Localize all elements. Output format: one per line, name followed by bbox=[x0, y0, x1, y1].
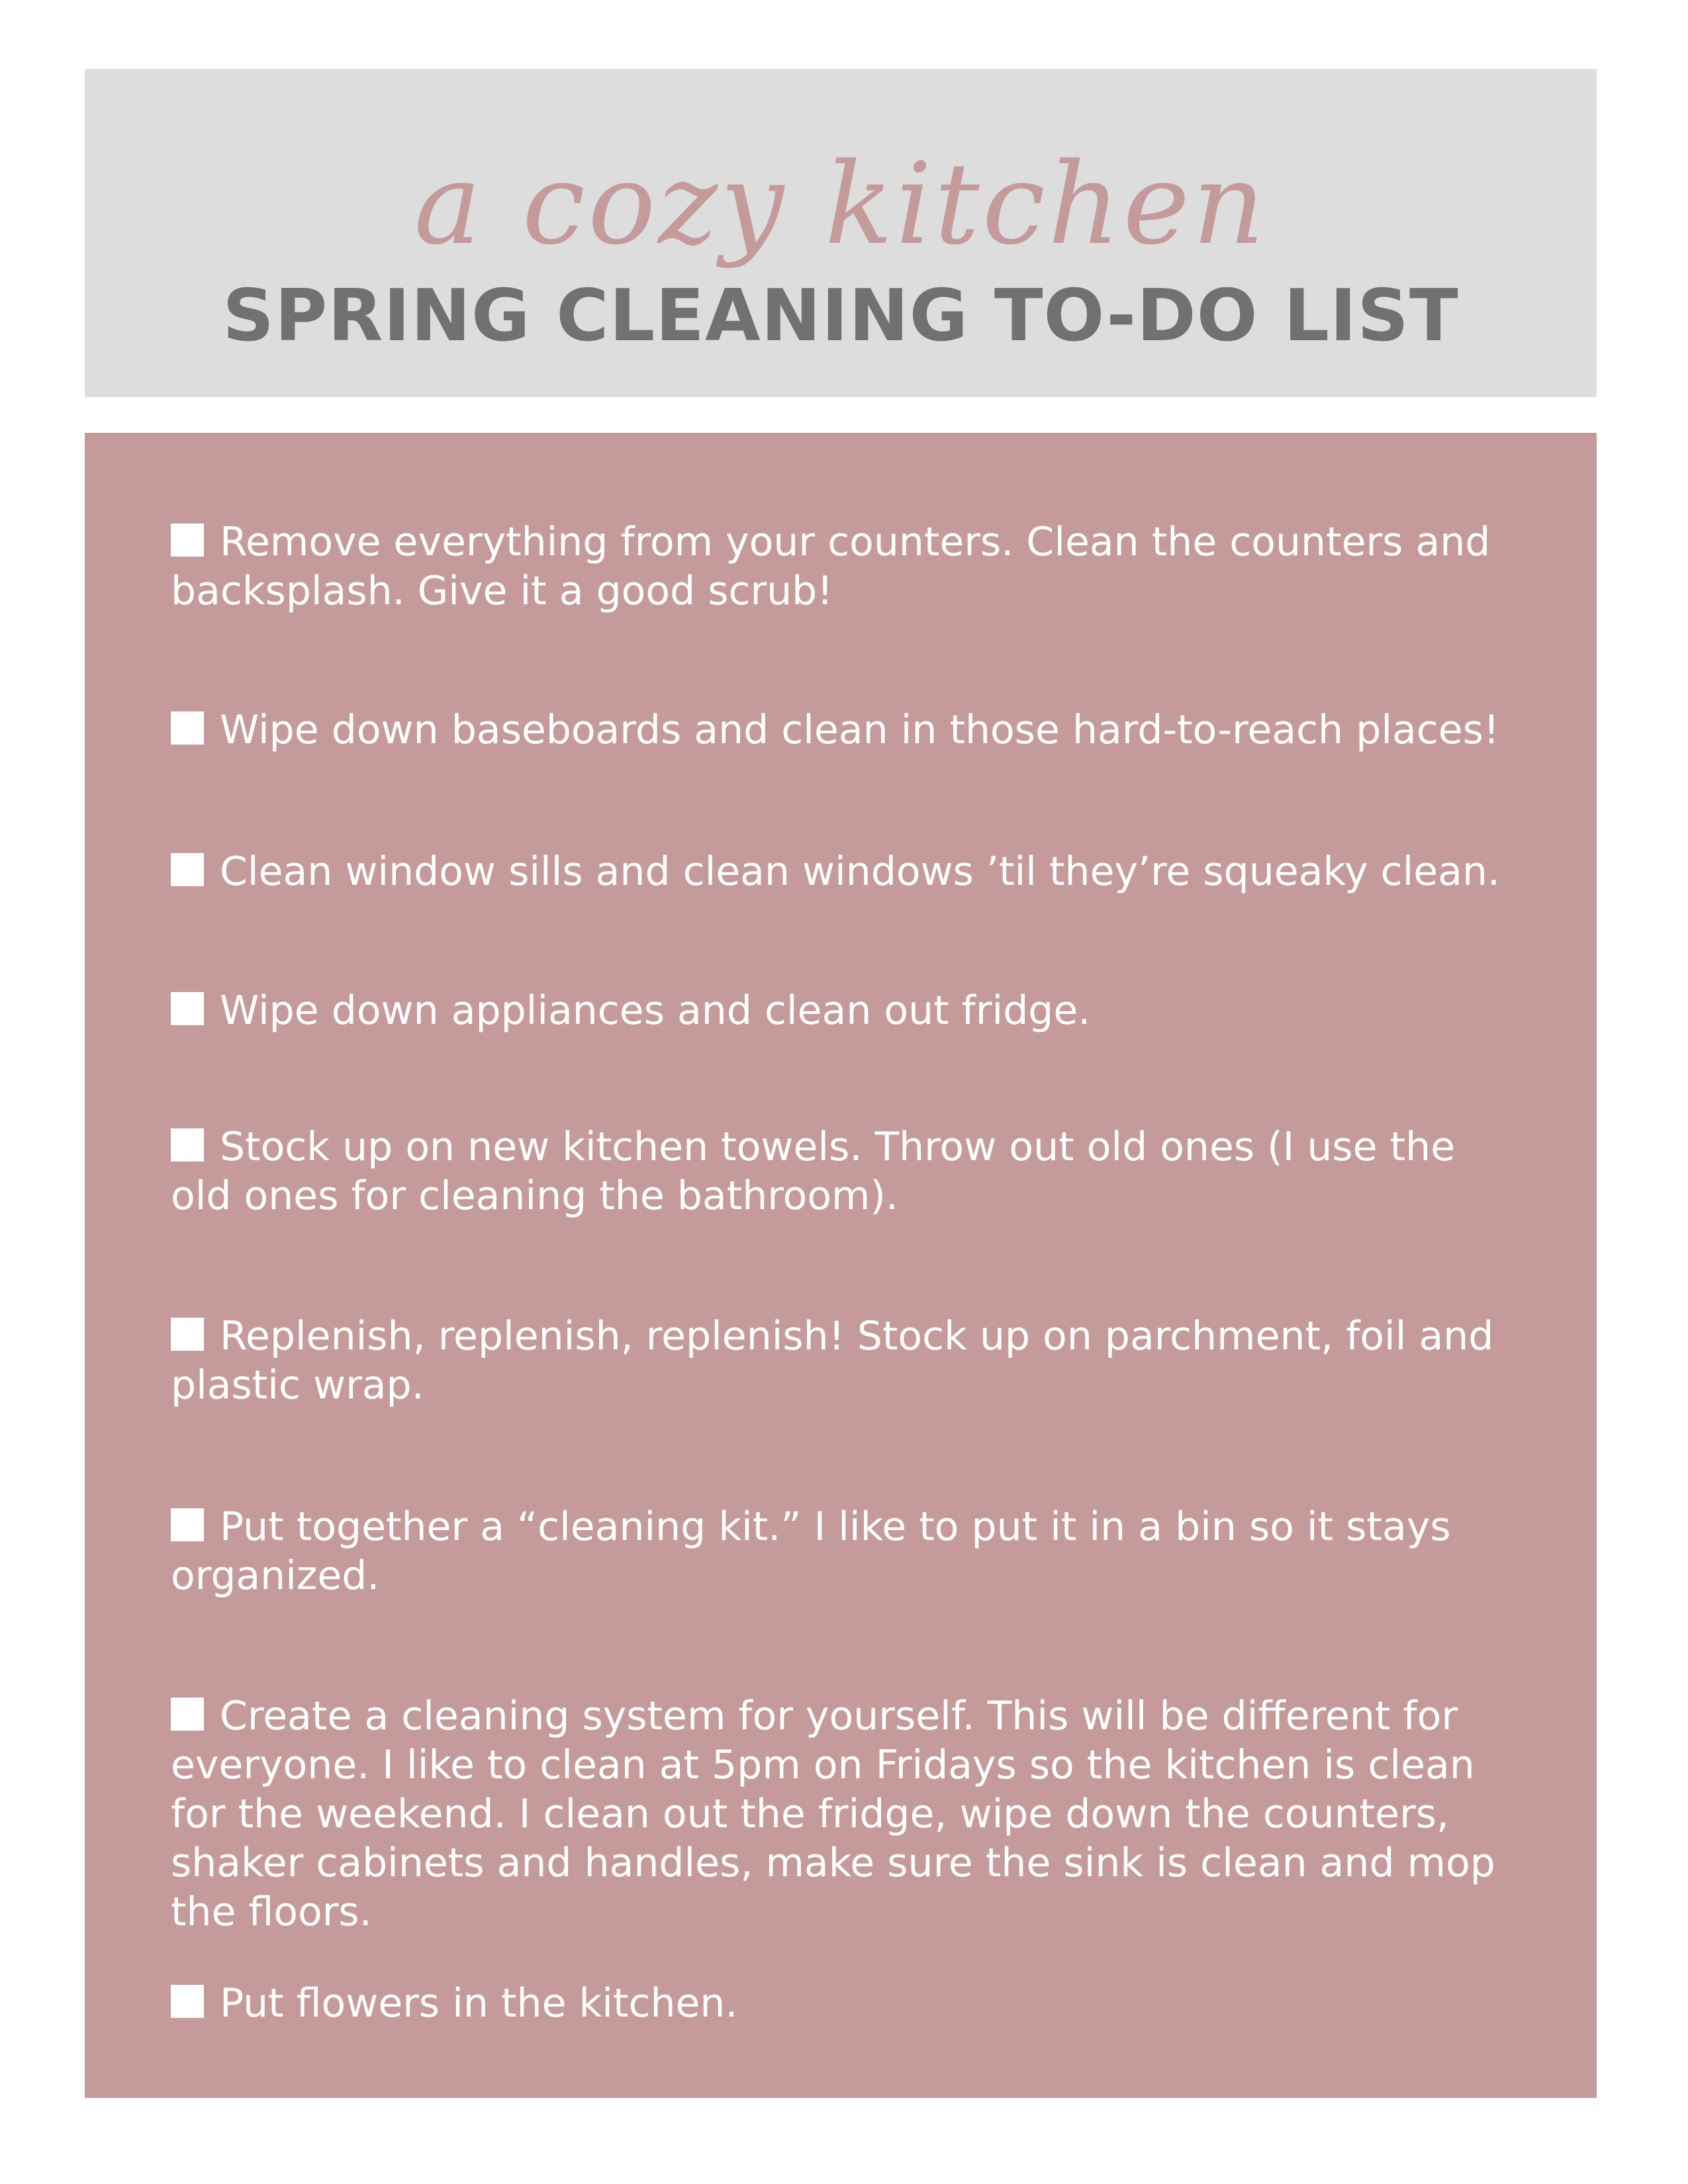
checkbox[interactable] bbox=[171, 1128, 204, 1161]
todo-item-text: Stock up on new kitchen towels. Throw out old ones (I use the old ones for cleaning the bathroom). bbox=[171, 1124, 1456, 1219]
todo-item-text: Clean window sills and clean windows ’til they’re squeaky clean. bbox=[220, 848, 1501, 895]
todo-item bbox=[171, 847, 1528, 896]
checkbox[interactable] bbox=[171, 1318, 204, 1351]
todo-item-text: Put flowers in the kitchen. bbox=[220, 1980, 738, 2026]
todo-item bbox=[171, 986, 1528, 1035]
todo-item-text: Put together a “cleaning kit.” I like to put it in a bin so it stays organized. bbox=[171, 1504, 1451, 1599]
todo-item-text: Replenish, replenish, replenish! Stock up on parchment, foil and plastic wrap. bbox=[171, 1313, 1494, 1408]
page-title: SPRING CLEANING TO-DO LIST bbox=[222, 275, 1459, 357]
todo-item bbox=[171, 1502, 1528, 1600]
checkbox[interactable] bbox=[171, 1508, 204, 1541]
header-banner bbox=[85, 69, 1597, 397]
todo-item bbox=[171, 1692, 1528, 1936]
todo-item-text: Create a cleaning system for yourself. This will be different for everyone. I like to clean at 5pm on Fridays so the kitchen is clean for the weekend. I clean out the fridge, wipe down the counters, shaker cabinets and handles, make sure the sink is clean and mop the floors. bbox=[171, 1693, 1495, 1935]
brand-logo-text: a cozy kitchen bbox=[414, 139, 1268, 270]
todo-panel bbox=[85, 433, 1597, 2098]
todo-item bbox=[171, 1979, 1528, 2028]
todo-item bbox=[171, 705, 1528, 754]
checkbox[interactable] bbox=[171, 711, 204, 745]
checkbox[interactable] bbox=[171, 523, 204, 557]
todo-item bbox=[171, 1312, 1528, 1410]
todo-item-text: Wipe down baseboards and clean in those hard-to-reach places! bbox=[220, 707, 1500, 753]
checkbox[interactable] bbox=[171, 992, 204, 1025]
todo-item-text: Remove everything from your counters. Clean the counters and backsplash. Give it a good scrub! bbox=[171, 519, 1491, 614]
checkbox[interactable] bbox=[171, 1985, 204, 2018]
checkbox[interactable] bbox=[171, 853, 204, 886]
todo-item bbox=[171, 518, 1528, 615]
checkbox[interactable] bbox=[171, 1698, 204, 1731]
todo-item bbox=[171, 1122, 1528, 1220]
todo-item-text: Wipe down appliances and clean out fridge. bbox=[220, 987, 1091, 1034]
